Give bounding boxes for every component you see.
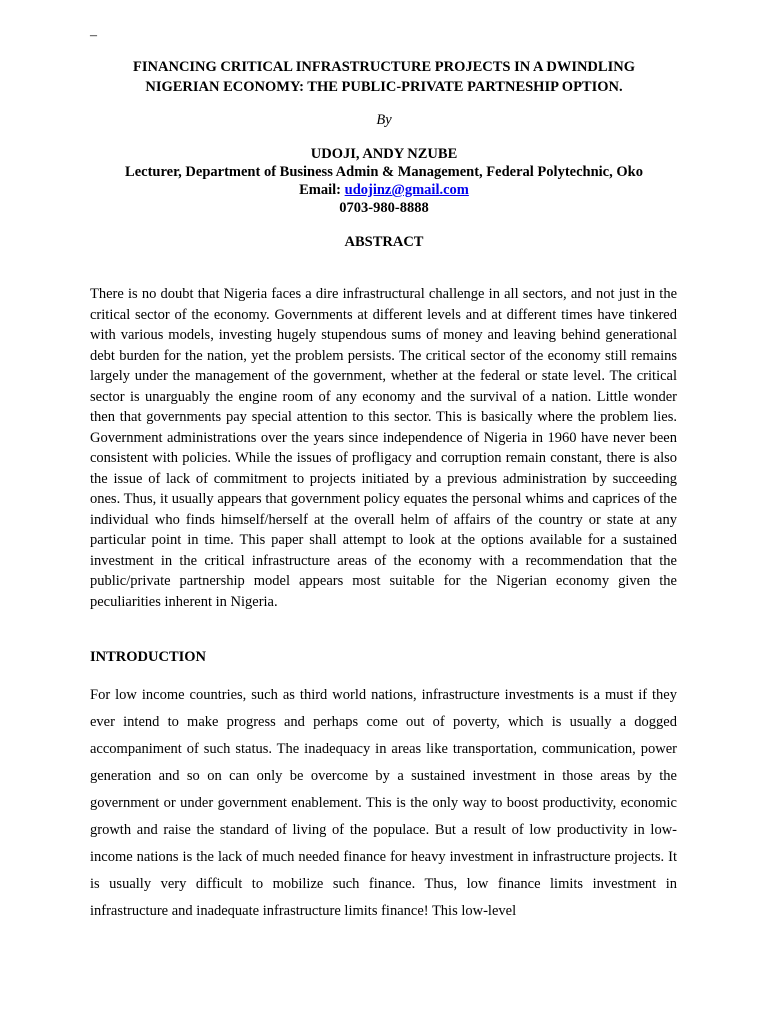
abstract-paragraph: There is no doubt that Nigeria faces a dire infrastructural challenge in all sectors, and not just in the critical sector of the economy. Governments at different levels and at different times have tinkered with various models, investing hugely stupendous sums of money and leaving behind generational debt burden for the nation, yet the problem persists. The critical sector of the economy still remains largely under the management of the government, whether at the federal or state level. The critical sector is unarguably the engine room of any economy and the survival of a nation. Little wonder then that governments pay special attention to this sector. This is basically where the problem lies. Government administrations over the years since independence of Nigeria in 1960 have never been consistent with policies. While the issues of profligacy and corruption remain constant, there is also the issue of lack of commitment to projects initiated by a previous administration by succeeding ones. Thus, it usually appears that government policy equates the personal whims and caprices of the individual who finds himself/herself at the overall helm of affairs of the country or state at any particular point in time. This paper shall attempt to look at the options available for a sustained investment in the critical infrastructure areas of the economy with a recommendation that the public/private partnership model appears most suitable for the Nigerian economy given the peculiarities inherent in Nigeria.: [90, 286, 677, 610]
email-link[interactable]: udojinz@gmail.com: [344, 182, 469, 198]
page-marker: –: [90, 28, 97, 43]
paper-title: [90, 57, 678, 97]
author-block: [80, 145, 688, 217]
author-name: UDOJI, ANDY NZUBE: [310, 146, 458, 162]
introduction-heading: INTRODUCTION: [90, 649, 207, 665]
byline: By: [376, 112, 392, 128]
author-phone: 0703-980-8888: [339, 200, 429, 216]
abstract-heading: ABSTRACT: [344, 234, 424, 250]
introduction-paragraph: For low income countries, such as third world nations, infrastructure investments is a must if they ever intend to make progress and perhaps come out of poverty, which is usually a dogged accompaniment of such status. The inadequacy in areas like transportation, communication, power generation and so on can only be overcome by a sustained investment in those areas by the government or under government enablement. This is the only way to boost productivity, economic growth and raise the standard of living of the populace. But a result of low productivity in low-income nations is the lack of much needed finance for heavy investment in infrastructure projects. It is usually very difficult to mobilize such finance. Thus, low finance limits investment in infrastructure and inadequate infrastructure limits finance! This low-level: [90, 687, 677, 919]
author-affiliation: Lecturer, Department of Business Admin & Management, Federal Polytechnic, Oko: [125, 164, 643, 180]
title-line-2: NIGERIAN ECONOMY: THE PUBLIC-PRIVATE PARTNESHIP OPTION.: [145, 79, 623, 95]
email-label: Email:: [299, 182, 345, 198]
title-line-1: FINANCING CRITICAL INFRASTRUCTURE PROJECTS IN A DWINDLING: [133, 59, 635, 75]
author-email-line: [80, 181, 688, 199]
